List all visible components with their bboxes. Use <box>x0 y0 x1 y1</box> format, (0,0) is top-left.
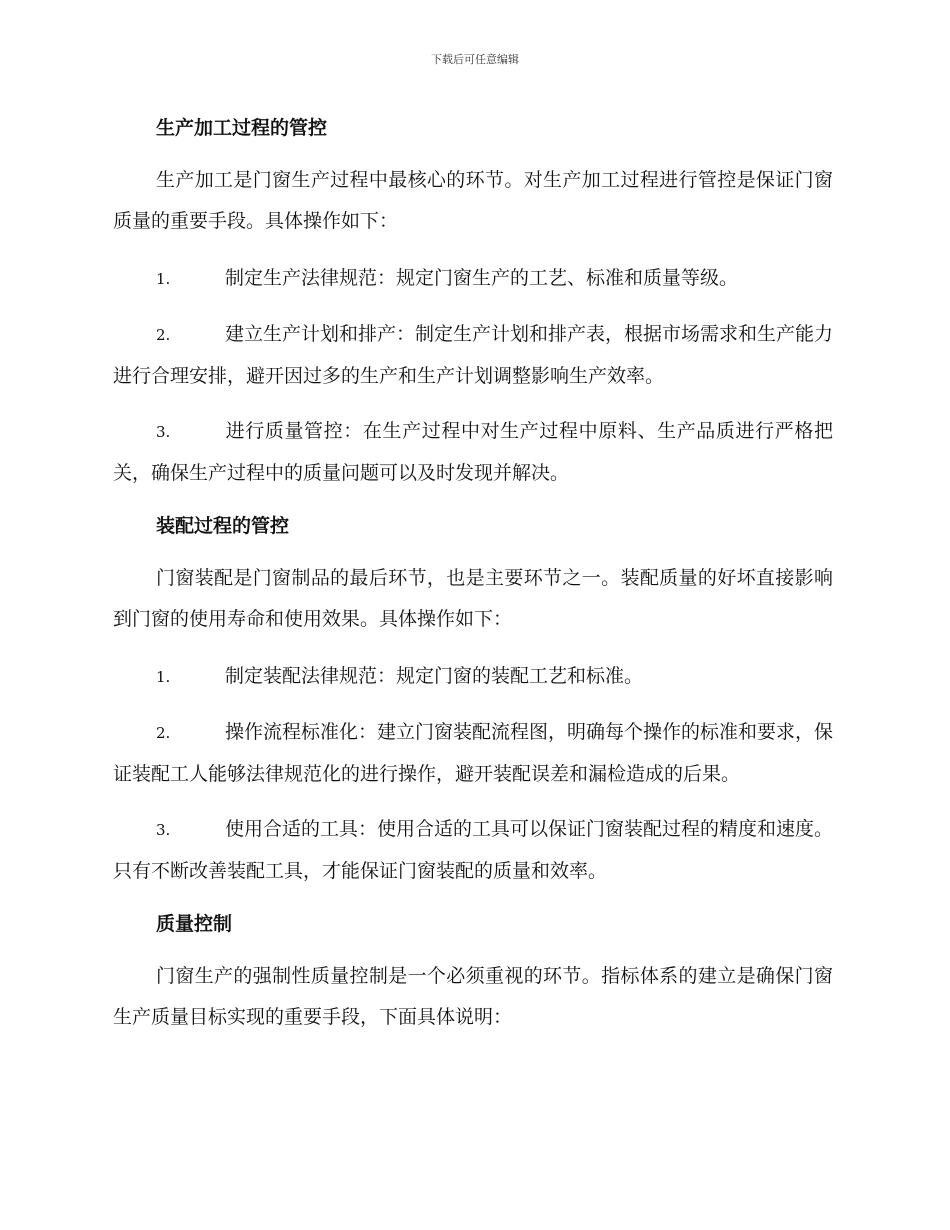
section-intro-production: 生产加工是门窗生产过程中最核心的环节。对生产加工过程进行管控是保证门窗质量的重要手段。具体操作如下： <box>113 169 833 232</box>
list-item-text: 制定装配法律规范：规定门窗的装配工艺和标准。 <box>225 665 644 687</box>
list-item-number: 3. <box>156 423 171 441</box>
section-intro-quality: 门窗生产的强制性质量控制是一个必须重视的环节。指标体系的建立是确保门窗生产质量目标实现的重要手段，下面具体说明： <box>113 965 833 1028</box>
list-item-text: 操作流程标准化：建立门窗装配流程图，明确每个操作的标准和要求，保证装配工人能够法律规范化的进行操作，避开装配误差和漏检造成的后果。 <box>113 721 834 785</box>
list-item-text: 进行质量管控：在生产过程中对生产过程中原料、生产品质进行严格把关，确保生产过程中的质量问题可以及时发现并解决。 <box>113 420 833 484</box>
list-item-number: 1. <box>156 270 171 288</box>
list-item <box>113 314 833 397</box>
list-item <box>113 258 833 300</box>
list-item-text: 使用合适的工具：使用合适的工具可以保证门窗装配过程的精度和速度。只有不断改善装配工具，才能保证门窗装配的质量和效率。 <box>113 818 834 882</box>
section-heading-production: 生产加工过程的管控 <box>156 117 328 139</box>
list-item <box>113 656 833 698</box>
section-heading-assembly: 装配过程的管控 <box>156 515 290 537</box>
page-header: 下载后可任意编辑 <box>431 53 519 66</box>
section-heading-quality: 质量控制 <box>156 913 233 935</box>
list-item-text: 建立生产计划和排产：制定生产计划和排产表，根据市场需求和生产能力进行合理安排，避开因过多的生产和生产计划调整影响生产效率。 <box>113 323 834 387</box>
document-body <box>113 110 833 1038</box>
list-item-number: 2. <box>156 326 171 344</box>
list-item-number: 2. <box>156 724 171 742</box>
list-item <box>113 712 833 795</box>
section-intro-assembly: 门窗装配是门窗制品的最后环节，也是主要环节之一。装配质量的好坏直接影响到门窗的使用寿命和使用效果。具体操作如下： <box>113 567 833 630</box>
list-item-number: 1. <box>156 668 171 686</box>
list-item-text: 制定生产法律规范：规定门窗生产的工艺、标准和质量等级。 <box>225 267 739 289</box>
list-item <box>113 411 833 494</box>
list-item <box>113 809 833 892</box>
list-item-number: 3. <box>156 821 171 839</box>
